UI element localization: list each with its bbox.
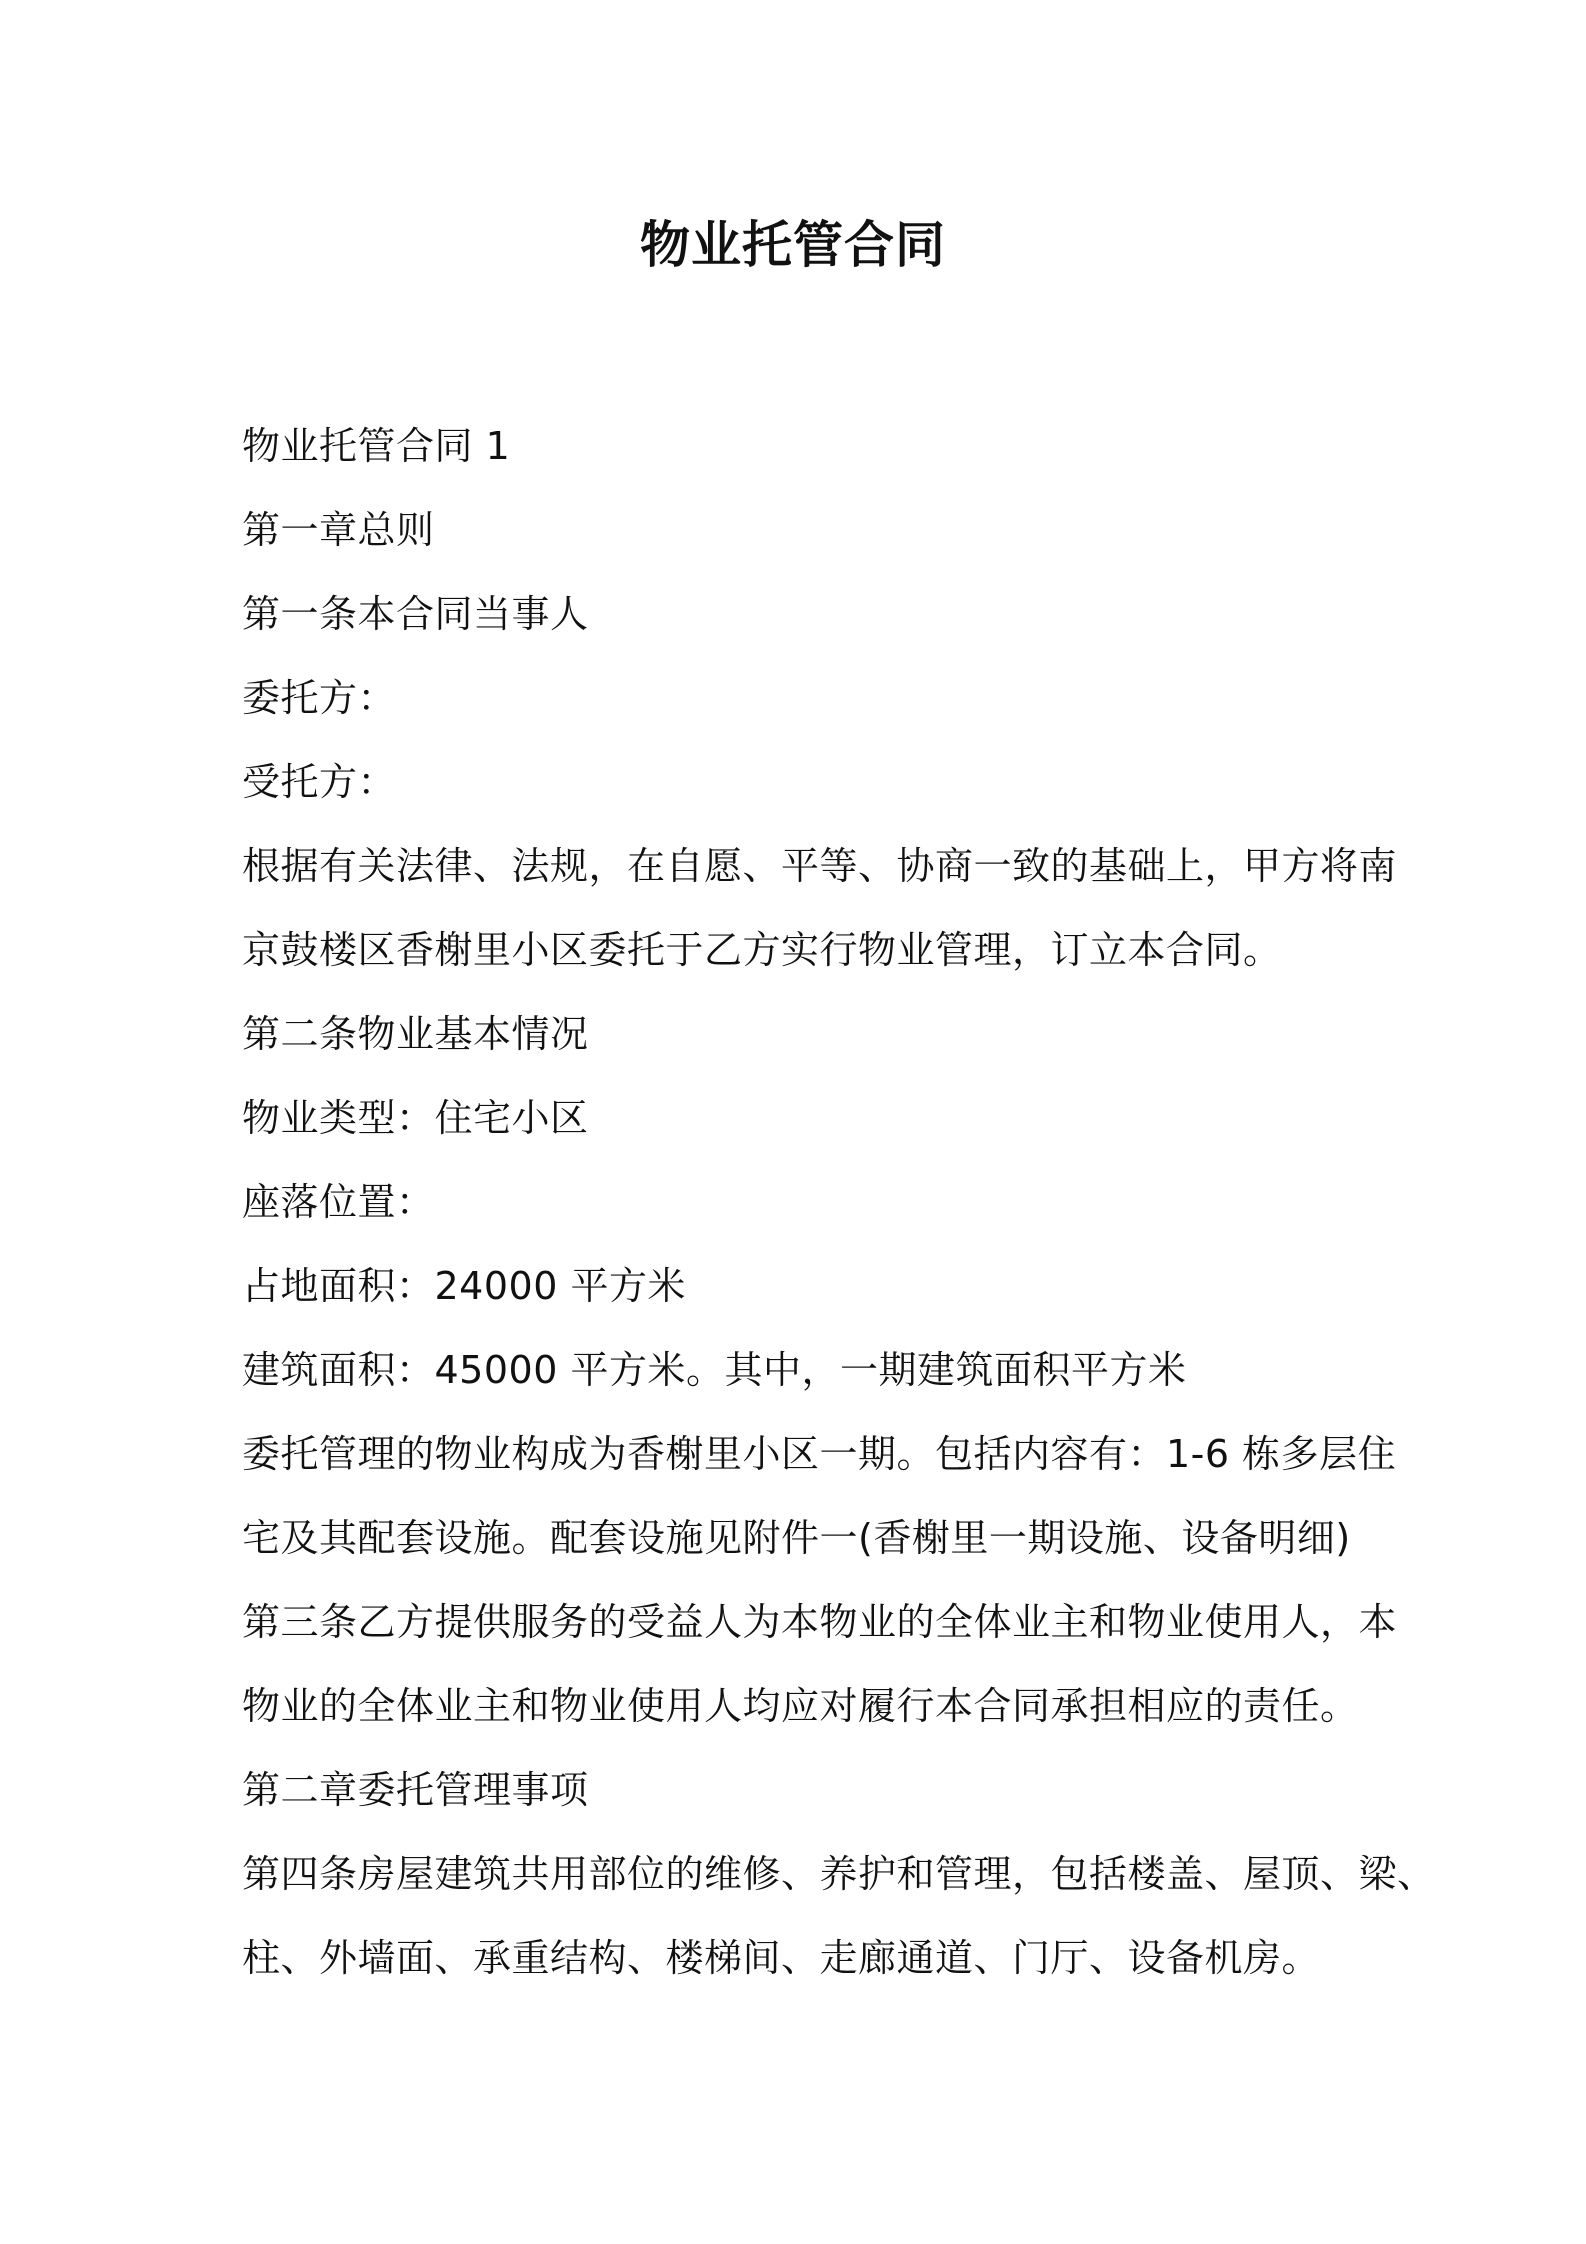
- doc-line: 第三条乙方提供服务的受益人为本物业的全体业主和物业使用人，本: [242, 1600, 1398, 1644]
- doc-line: 委托方：: [242, 676, 397, 720]
- doc-line: 第二章委托管理事项: [242, 1768, 589, 1812]
- doc-line: 柱、外墙面、承重结构、楼梯间、走廊通道、门厅、设备机房。: [242, 1936, 1321, 1980]
- document-title: 物业托管合同: [640, 216, 946, 274]
- doc-line: 京鼓楼区香榭里小区委托于乙方实行物业管理，订立本合同。: [242, 928, 1282, 972]
- doc-line: 第四条房屋建筑共用部位的维修、养护和管理，包括楼盖、屋顶、梁、: [242, 1852, 1436, 1896]
- doc-line: 物业类型：住宅小区: [242, 1096, 589, 1140]
- doc-line: 委托管理的物业构成为香榭里小区一期。包括内容有：1-6 栋多层住: [242, 1432, 1397, 1476]
- doc-line: 物业托管合同 1: [242, 424, 511, 468]
- doc-line: 宅及其配套设施。配套设施见附件一(香榭里一期设施、设备明细): [242, 1516, 1351, 1560]
- doc-line: 物业的全体业主和物业使用人均应对履行本合同承担相应的责任。: [242, 1684, 1359, 1728]
- doc-line: 座落位置：: [242, 1180, 435, 1224]
- doc-line: 受托方：: [242, 760, 397, 804]
- doc-line: 根据有关法律、法规，在自愿、平等、协商一致的基础上，甲方将南: [242, 844, 1398, 888]
- doc-line: 第一章总则: [242, 508, 435, 552]
- document-body: [242, 404, 1436, 2000]
- doc-line: 第二条物业基本情况: [242, 1012, 589, 1056]
- doc-line: 第一条本合同当事人: [242, 592, 589, 636]
- doc-line: 建筑面积：45000 平方米。其中，一期建筑面积平方米: [242, 1348, 1187, 1392]
- doc-line: 占地面积：24000 平方米: [242, 1264, 686, 1308]
